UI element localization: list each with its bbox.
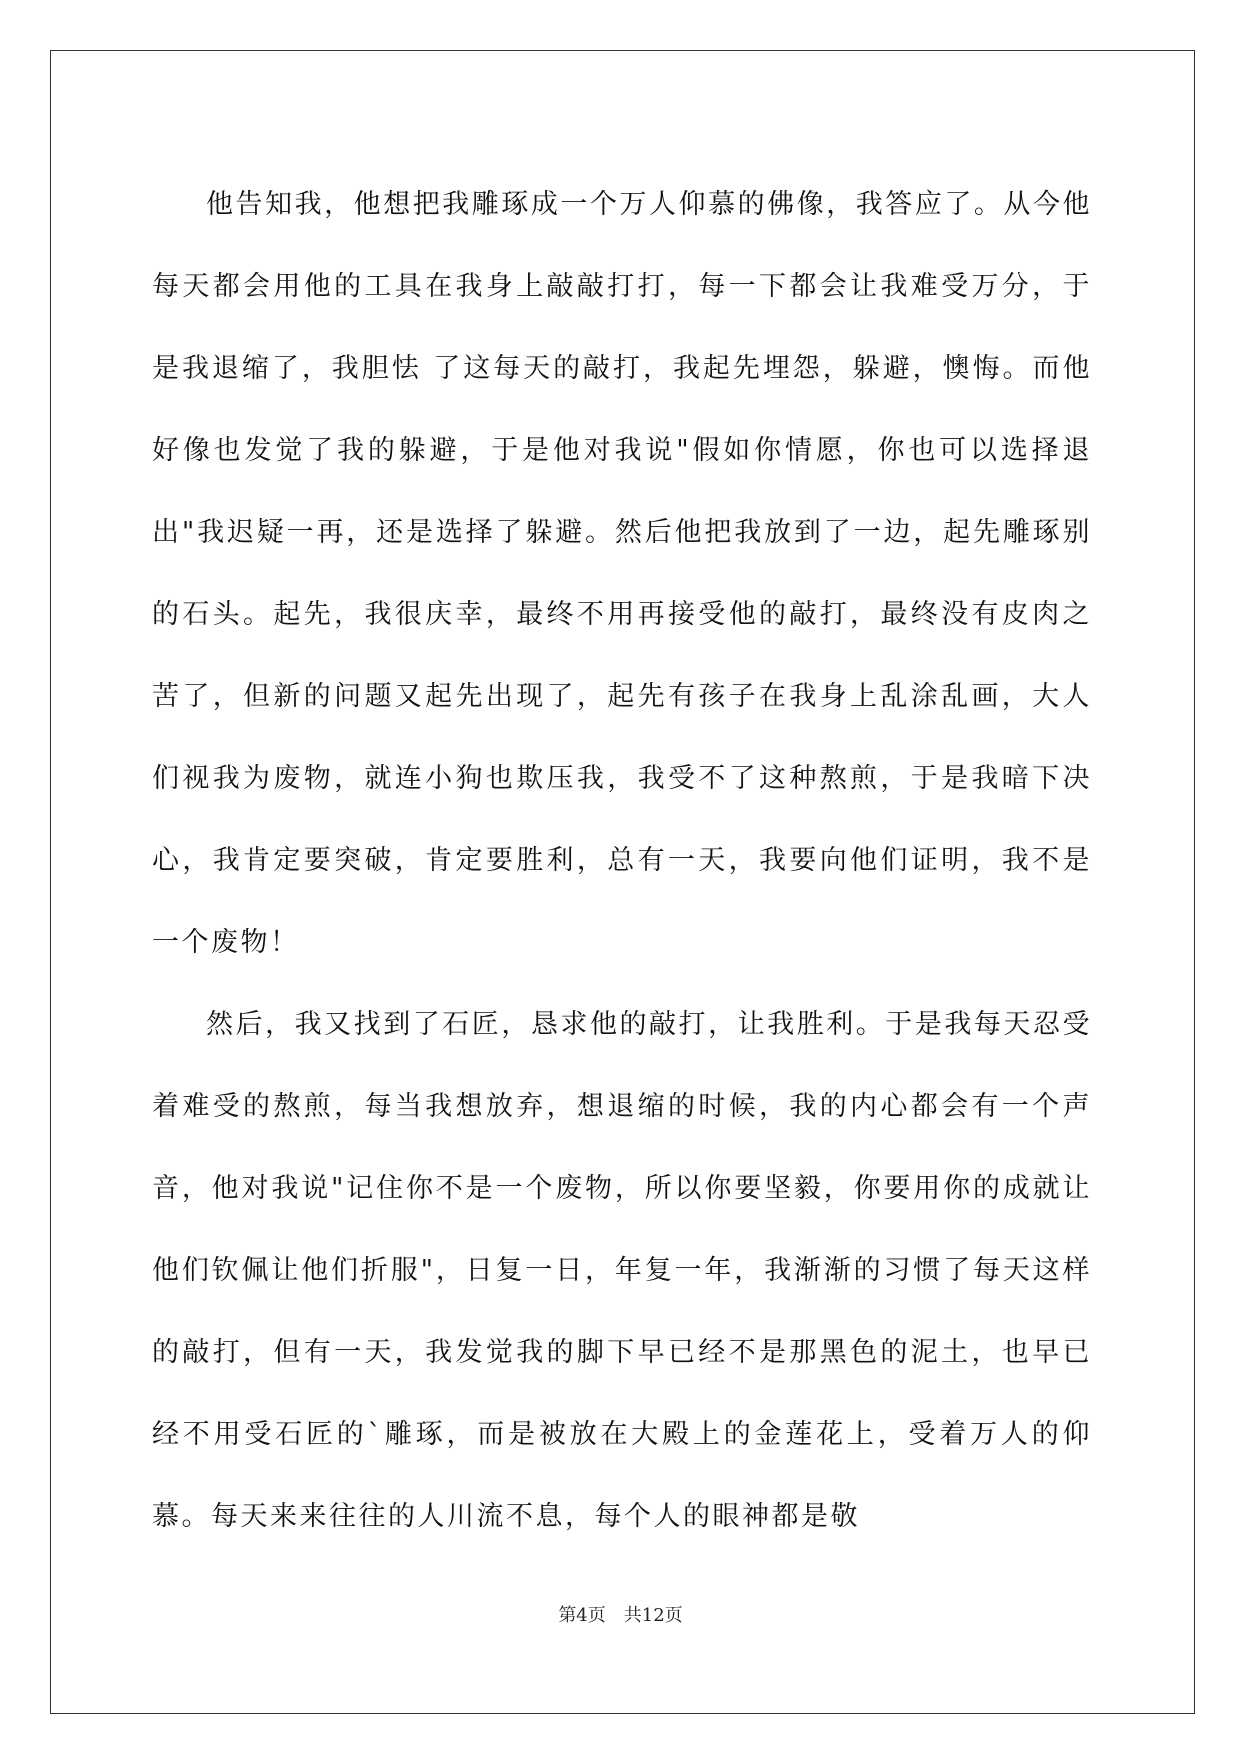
total-pages: 共12页 (623, 1605, 683, 1626)
page-footer (0, 1601, 1241, 1627)
paragraph-1: 他告知我，他想把我雕琢成一个万人仰慕的佛像，我答应了。从今他每天都会用他的工具在我身上敲敲打打，每一下都会让我难受万分，于是我退缩了，我胆怯 了这每天的敲打，我起先埋怨，躲避，懊悔。而他好像也发觉了我的躲避，于是他对我说"假如你情愿，你也可以选择退出"我迟疑一再，还是选择了躲避。然后他把我放到了一边，起先雕琢别的石头。起先，我很庆幸，最终不用再接受他的敲打，最终没有皮肉之苦了，但新的问题又起先出现了，起先有孩子在我身上乱涂乱画，大人们视我为废物，就连小狗也欺压我，我受不了这种熬煎，于是我暗下决心，我肯定要突破，肯定要胜利，总有一天，我要向他们证明，我不是一个废物！ (152, 189, 1092, 958)
document-body (152, 164, 1092, 1558)
current-page-number: 第4页 (558, 1605, 606, 1626)
paragraph-2: 然后，我又找到了石匠，恳求他的敲打，让我胜利。于是我每天忍受着难受的熬煎，每当我想放弃，想退缩的时候，我的内心都会有一个声音，他对我说"记住你不是一个废物，所以你要坚毅，你要用你的成就让他们钦佩让他们折服"，日复一日，年复一年，我渐渐的习惯了每天这样的敲打，但有一天，我发觉我的脚下早已经不是那黑色的泥土，也早已经不用受石匠的`雕琢，而是被放在大殿上的金莲花上，受着万人的仰慕。每天来来往往的人川流不息，每个人的眼神都是敬 (152, 1009, 1092, 1532)
